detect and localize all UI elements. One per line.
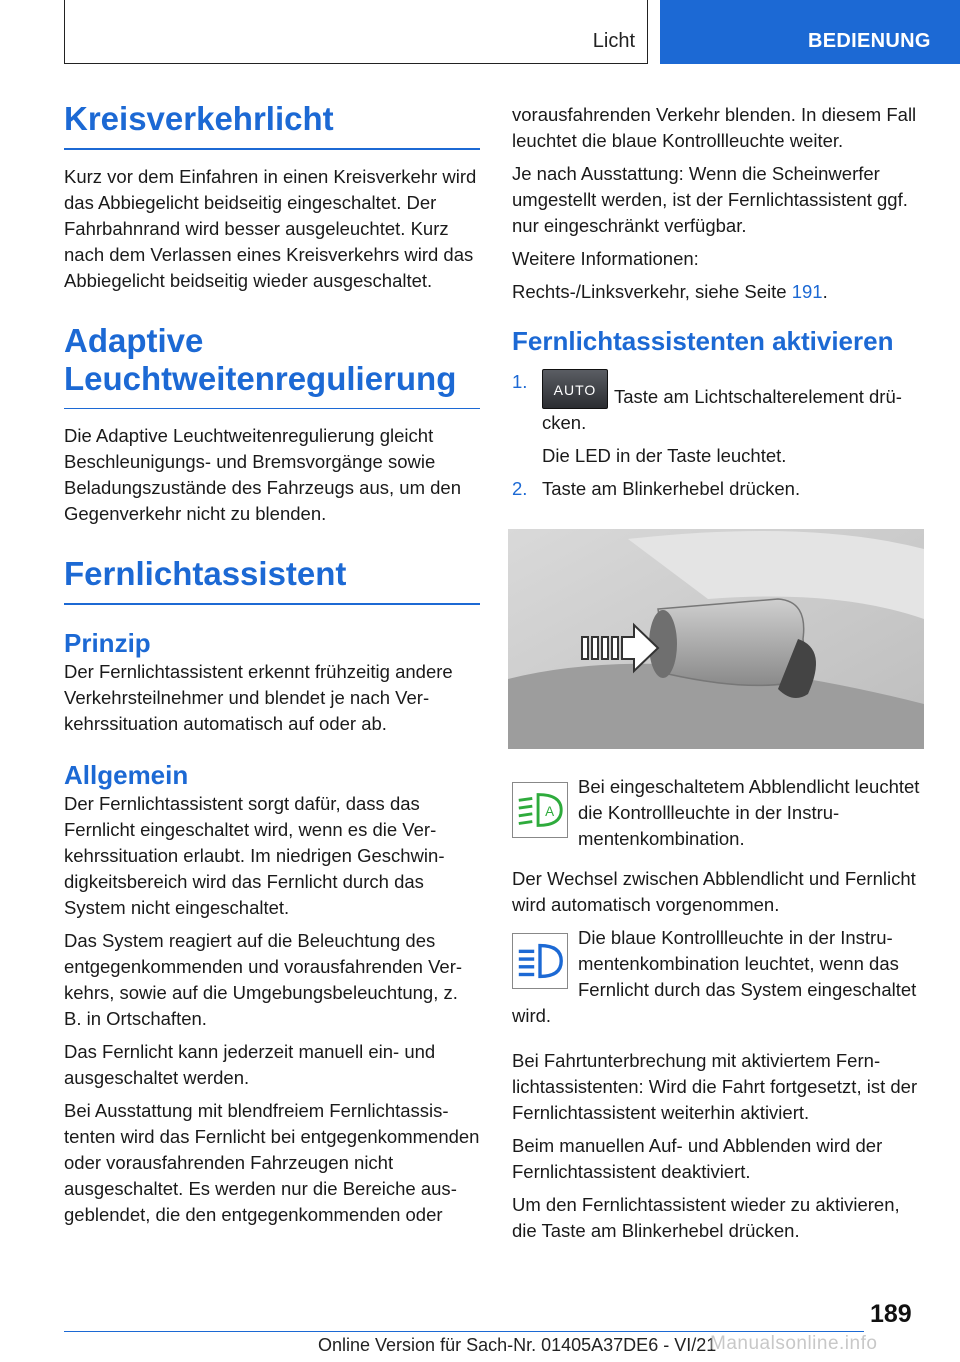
header-section-title: Licht	[592, 30, 635, 52]
lowbeam-indicator-text: Bei eingeschaltetem Abblendlicht leuchtet die Kontrollleuchte in der Instrumentenkombination.	[578, 776, 920, 849]
auto-button-label: AUTO	[553, 382, 597, 398]
paragraph-prinzip: Der Fernlichtassistent erkennt frühzeitig andere Verkehrsteilnehmer und blendet je nach Verkehrssituation automatisch auf oder ab.	[64, 660, 453, 734]
paragraph-rechts-links	[512, 279, 928, 305]
paragraph-allgemein-3: Das Fernlicht kann jederzeit manuell ein- und ausgeschaltet werden.	[64, 1040, 436, 1088]
step-2-number: 2.	[512, 478, 528, 499]
lowbeam-assist-icon	[512, 782, 568, 838]
step-1	[512, 369, 928, 436]
paragraph-adaptive: Die Adaptive Leuchtweitenregulierung gleicht Beschleunigungs- und Bremsvorgänge sowie Beladungszustände des Fahrzeugs aus, um den Gegenverkehr nicht zu blenden.	[64, 425, 461, 524]
paragraph-wechsel: Der Wechsel zwischen Abblendlicht und Fernlicht wird automatisch vorgenommen.	[512, 868, 916, 915]
heading-prinzip: Prinzip	[64, 627, 151, 658]
heading-fernlichtassistent: Fernlichtassistent	[64, 555, 347, 592]
left-column	[64, 100, 480, 1235]
step-1-text	[542, 369, 928, 436]
footer-rule	[64, 1331, 864, 1332]
heading-kreisverkehrlicht: Kreisverkehrlicht	[64, 100, 334, 137]
svg-text:A: A	[545, 803, 555, 819]
paragraph-weitere: Weitere Informationen:	[512, 248, 699, 269]
heading-rule	[64, 603, 480, 605]
paragraph-kreisverkehrlicht: Kurz vor dem Einfahren in einen Kreisverkehr wird das Abbiegelicht beidseitig eingeschaltet. Der Fahrbahnrand wird besser ausgeleuchtet. Kurz nach dem Verlassen eines Kreisverkehrs wird das Abbiegelicht beidseitig wieder ausgeschaltet.	[64, 165, 477, 291]
footer-version-text: Online Version für Sach-Nr. 01405A37DE6 - VI/21	[318, 1335, 717, 1355]
heading-adaptive-line2: Leuchtweitenregulierung	[64, 359, 457, 397]
header-chapter-tab: BEDIENUNG	[660, 0, 960, 64]
paragraph-continuation: vorausfahrenden Verkehr blenden. In diesem Fall leuchtet die blaue Kontrollleuchte weiter.	[512, 104, 917, 151]
heading-rule	[64, 408, 480, 410]
step-1-subtext: Die LED in der Taste leuchtet.	[542, 445, 787, 466]
page-number: 189	[870, 1300, 912, 1328]
step-1-label: Taste am Lichtschalterelement drücken.	[542, 386, 902, 433]
heading-allgemein: Allgemein	[64, 759, 189, 790]
paragraph-allgemein-1: Der Fernlichtassistent sorgt dafür, dass das Fernlicht eingeschaltet wird, wenn es die Verkehrssituation erlaubt. Im niedrigen Geschwindigkeitsbereich wird das Fernlicht durch das System nicht eingeschaltet.	[64, 792, 445, 918]
page-link-191[interactable]: 191	[791, 281, 823, 302]
paragraph-allgemein-2: Das System reagiert auf die Beleuchtung des entgegenkommenden und vorausfahrenden Verkehrs, sowie auf die Umgebungsbeleuchtung, z. B. in Ortschaften.	[64, 929, 463, 1029]
paragraph-manuell: Beim manuellen Auf- und Abblenden wird der Fernlichtassistent deaktiviert.	[512, 1135, 883, 1182]
heading-adaptive-line1: Adaptive	[64, 321, 204, 359]
lowbeam-indicator-note	[512, 774, 928, 859]
rechts-links-text: Rechts-/Linksverkehr, siehe Seite	[512, 281, 792, 302]
paragraph-wieder-aktivieren: Um den Fernlichtassistent wieder zu aktivieren, die Taste am Blinkerhebel drücken.	[512, 1194, 900, 1241]
heading-rule	[64, 148, 480, 150]
step-1-number: 1.	[512, 371, 528, 392]
right-column	[512, 102, 928, 1251]
auto-button-icon	[542, 369, 608, 409]
paragraph-allgemein-4: Bei Ausstattung mit blendfreiem Fernlichtassistenten wird das Fernlicht bei entgegenkommenden oder vorausfahrenden Fahrzeugen nicht ausgeschaltet. Es werden nur die Bereiche ausgeblendet, die den entgegenkommenden oder	[64, 1099, 480, 1225]
turn-signal-lever-photo	[508, 529, 924, 749]
watermark: Manualsonline.info	[710, 1333, 878, 1354]
heading-aktivieren: Fernlichtassistenten aktivieren	[512, 326, 894, 356]
highbeam-indicator-note	[512, 925, 928, 1036]
highbeam-assist-icon	[512, 933, 568, 989]
highbeam-indicator-text: Die blaue Kontrollleuchte in der Instrumentenkombination leuchtet, wenn das Fernlicht durch das System eingeschaltet wird.	[512, 927, 917, 1026]
step-2-label: Taste am Blinkerhebel drücken.	[542, 478, 801, 499]
step-2	[512, 476, 928, 502]
header-section-box	[64, 0, 648, 64]
paragraph-unterbrechung: Bei Fahrtunterbrechung mit aktiviertem Fernlichtassistenten: Wird die Fahrt fortgesetzt, ist der Fernlichtassistent weiterhin aktiviert.	[512, 1050, 918, 1123]
paragraph-ausstattung: Je nach Ausstattung: Wenn die Scheinwerfer umgestellt werden, ist der Fernlichtassistent ggf. nur eingeschränkt verfügbar.	[512, 163, 908, 236]
rechts-links-end: .	[822, 281, 828, 302]
heading-adaptive	[64, 322, 480, 398]
